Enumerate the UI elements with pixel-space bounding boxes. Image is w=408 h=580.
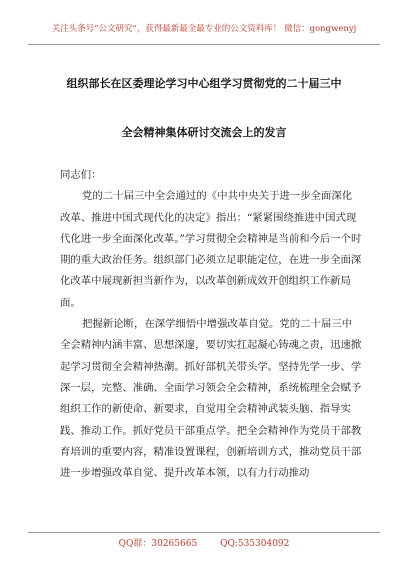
paragraph-1 bbox=[60, 186, 362, 314]
document-title-line-1: 组织部长在区委理论学习中心组学习贯彻党的二十届三中 bbox=[66, 77, 342, 90]
page-footer bbox=[28, 532, 380, 549]
paragraph-1-text: 党的二十届三中全会通过的《中共中央关于进一步全面深化改革、推进中国式现代化的决定》指出：“紧紧围绕推进中国式现代化进一步全面深化改革。”学习贯彻全会精神是当前和今后一个时期的重大政治任务。组织部门必须立足职能定位，在进一步全面深化改革中展现新担当新作为，以改革创新成效开创组织工作新局面。 bbox=[60, 190, 362, 309]
header-text: 关注头条号“公文研究”，获得最新最全最专业的公文资料库！ 微信：gongwenyj bbox=[51, 24, 357, 34]
document-body bbox=[60, 165, 362, 484]
footer-qq-number: QQ:535304092 bbox=[220, 539, 290, 549]
footer-qq-group: QQ群：30265665 bbox=[118, 539, 198, 549]
document-title-line-2: 全会精神集体研讨交流会上的发言 bbox=[121, 126, 287, 139]
paragraph-2 bbox=[60, 314, 362, 484]
paragraph-2-text: 把握新论断，在深学细悟中增强改革自觉。党的二十届三中全会精神内涵丰富、思想深邃，要切实扛起凝心铸魂之责，迅速掀起学习贯彻全会精神热潮。抓好部机关带头学。坚持先学一步、学深一层，完整、准确、全面学习领会全会精神，系统梳理全会赋予组织工作的新使命、新要求，自觉用全会精神武装头脑、指导实践、推动工作。抓好党员干部重点学。把全会精神作为党员干部教育培训的重要内容，精准设置课程，创新培训方式，推动党员干部进一步增强改革自觉、提升改革本领，以有力行动推动 bbox=[60, 318, 362, 480]
page-header bbox=[28, 22, 380, 45]
salutation: 同志们： bbox=[60, 169, 102, 181]
